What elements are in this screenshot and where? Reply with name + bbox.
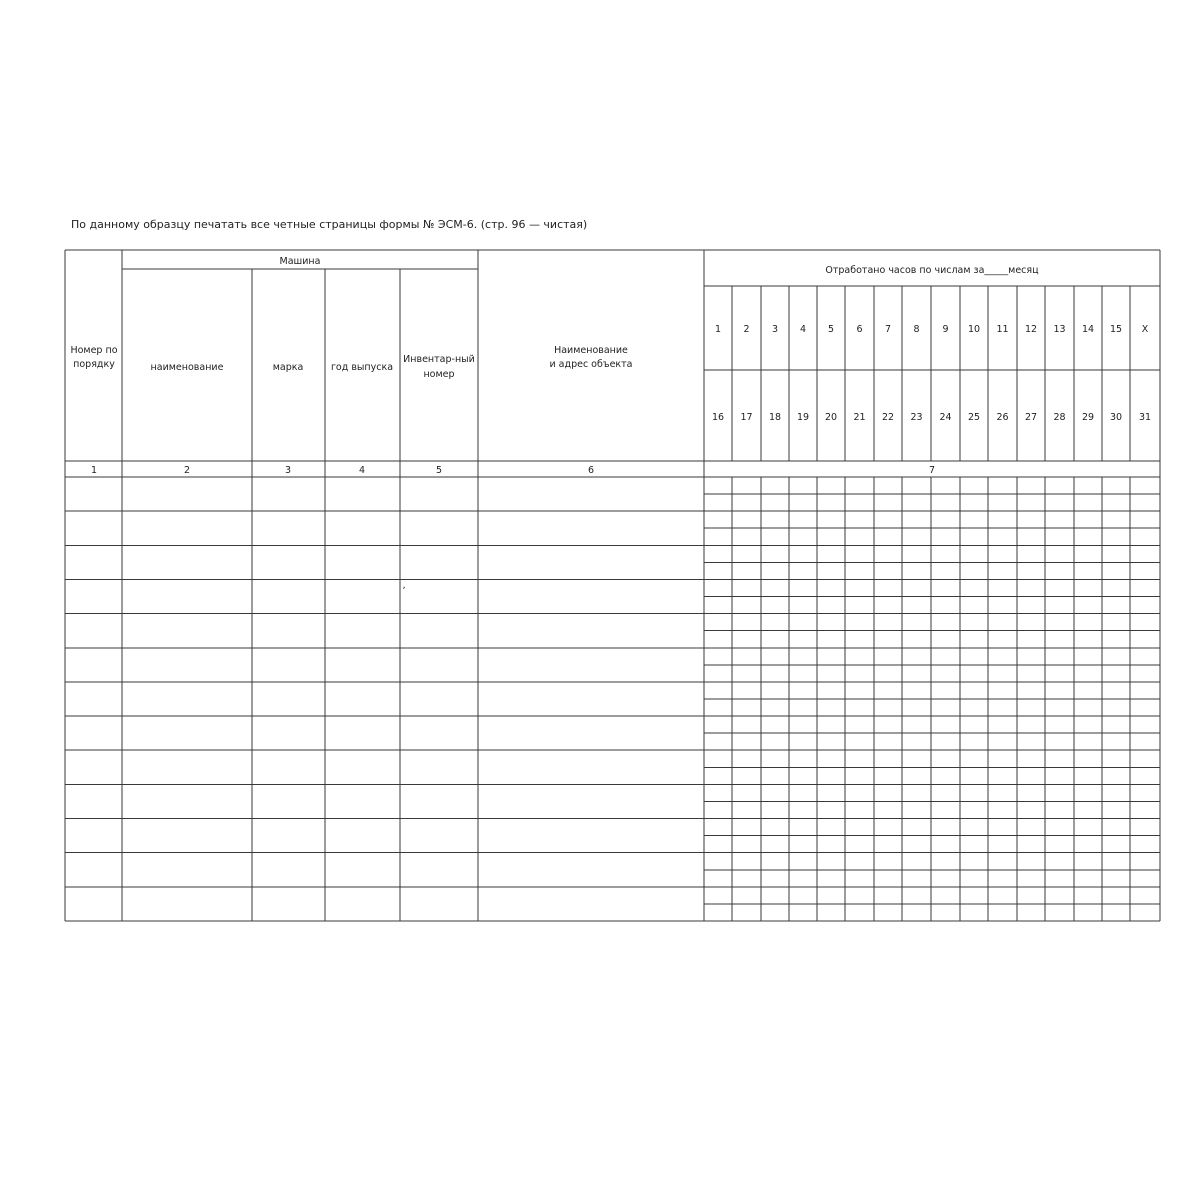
object-label: Наименование xyxy=(554,345,628,356)
machine-brand-label: марка xyxy=(272,362,304,373)
inventory-number-label: номер xyxy=(423,369,455,380)
hours-worked-label: Отработано часов по числам за_____месяц xyxy=(825,265,1039,276)
day-number: Х xyxy=(1141,324,1149,335)
day-number: 14 xyxy=(1081,324,1095,335)
day-number: 1 xyxy=(714,324,722,335)
day-number: 26 xyxy=(996,412,1009,423)
day-number: 31 xyxy=(1138,412,1152,423)
column-number: 1 xyxy=(90,465,98,476)
machine-group-label: Машина xyxy=(279,256,321,267)
day-number: 16 xyxy=(711,412,725,423)
table-header-labels xyxy=(70,256,1039,597)
day-number: 2 xyxy=(743,324,750,335)
table-column-numbers xyxy=(91,465,935,476)
column-number: 7 xyxy=(928,465,936,476)
day-number: 23 xyxy=(910,412,923,423)
day-number: 13 xyxy=(1053,324,1066,335)
day-number: 19 xyxy=(796,412,810,423)
column-number: 6 xyxy=(587,465,595,476)
day-number: 10 xyxy=(967,324,981,335)
column-number: 5 xyxy=(435,465,443,476)
machine-year-label: год выпуска xyxy=(330,362,394,373)
day-number: 15 xyxy=(1109,324,1123,335)
object-label: и адрес объекта xyxy=(549,359,633,370)
day-number: 7 xyxy=(884,324,892,335)
day-number: 30 xyxy=(1109,412,1123,423)
column-number: 3 xyxy=(284,465,292,476)
column-number: 4 xyxy=(358,465,366,476)
order-number-label: Номер по xyxy=(70,345,118,356)
column-number: 2 xyxy=(183,465,191,476)
inventory-number-label: Инвентар-ный xyxy=(403,354,475,365)
day-number: 20 xyxy=(824,412,838,423)
day-number: 21 xyxy=(853,412,866,423)
day-number: 22 xyxy=(881,412,895,423)
order-number-label: порядку xyxy=(73,359,115,370)
day-number: 9 xyxy=(942,324,949,335)
day-number: 6 xyxy=(856,324,863,335)
day-number: 24 xyxy=(939,412,952,423)
day-number: 17 xyxy=(740,412,753,423)
day-number: 25 xyxy=(967,412,981,423)
day-number: 11 xyxy=(996,324,1009,335)
day-number: 4 xyxy=(799,324,807,335)
machine-name-label: наименование xyxy=(150,362,224,373)
day-number: 18 xyxy=(768,412,782,423)
day-number: 5 xyxy=(827,324,835,335)
day-number: 27 xyxy=(1024,412,1038,423)
print-instruction-note: По данному образцу печатать все четные страницы формы № ЭСМ-6. (стр. 96 — чистая) xyxy=(71,218,588,231)
day-number: 8 xyxy=(913,324,920,335)
day-number: 29 xyxy=(1081,412,1095,423)
day-number: 28 xyxy=(1053,412,1066,423)
stray-mark: ʼ xyxy=(402,586,406,597)
day-number: 12 xyxy=(1024,324,1038,335)
day-number: 3 xyxy=(771,324,779,335)
